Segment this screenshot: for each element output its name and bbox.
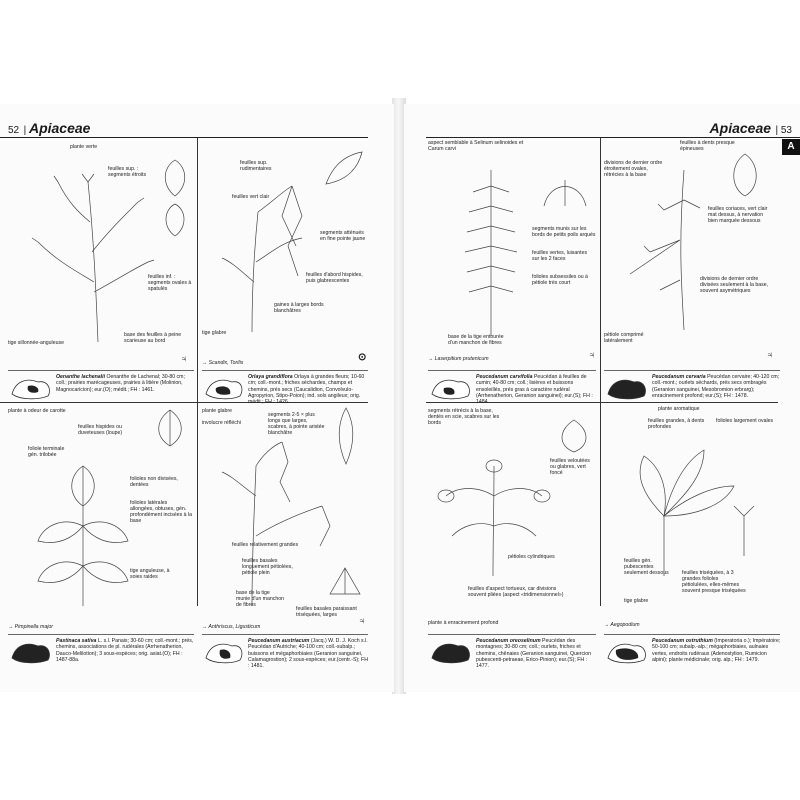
annotation: tige glabre: [624, 598, 649, 604]
distribution-map: [604, 374, 650, 404]
species-name: Orlaya grandiflora: [248, 374, 293, 380]
annotation: feuilles inf. : segments ovales à spatulés: [148, 274, 192, 292]
annotation: segments 2-5 × plus longs que larges, scabres, à pointe aristée blanchâtre: [268, 412, 325, 436]
annotation: plante aromatique: [658, 406, 700, 412]
plant-illustration: [614, 160, 714, 330]
species-description: Pastinaca sativa L. s.l. Panais; 30-60 cm; coll.-mont.; prés, chemins, associations de pl. rudérales (Arrhenatherion, Dauco-Melilotion); 3 sous-espèces; orig. asiat.(O); FH : 1487-88a.: [56, 638, 194, 663]
species-description: Peucedanum oreoselinum Peucédan des montagnes; 30-80 cm; coll.; ourlets, friches et chemins, chênaies (Geranion sanguinei, Quercion pubescenti-petraeae, Erico-Pinion); eur.(S); FH : 1477.: [476, 638, 592, 670]
header-rule: [0, 137, 368, 138]
annotation: folioles non divisées, dentées: [130, 476, 178, 488]
similar-species-reference: → Anthriscus, Ligusticum: [202, 624, 261, 630]
annotation: base de la tige entourée d'un manchon de fibres: [448, 334, 504, 346]
similar-species-reference: → Scandix, Torilis: [202, 360, 244, 366]
perennial-symbol: ♃: [766, 350, 774, 361]
species-name: Peucedanum ostruthium: [652, 638, 713, 644]
annotation: foliole terminale gén. trilobée: [28, 446, 65, 458]
column-divider: [197, 138, 198, 606]
annotation: plante verte: [70, 144, 98, 150]
annotation: folioles latérales allongées, obtuses, gén. profondément incisées à la base: [130, 500, 192, 524]
annotation: feuilles coriaces, vert clair mat dessus, à nervation bien marquée dessous: [708, 206, 768, 224]
annotation: gaines à larges bords blanchâtres: [274, 302, 324, 314]
annotation: involucre réfléchi: [202, 420, 241, 426]
leaf-detail-illustration: [158, 158, 192, 238]
annotation: segments atténués en fine pointe jaune: [320, 230, 366, 242]
annotation: tige glabre: [202, 330, 227, 336]
plant-illustration: [212, 436, 342, 606]
page-number: 52: [8, 125, 20, 136]
annotation: feuilles relativement grandes: [232, 542, 299, 548]
leaf-detail-illustration: [148, 406, 192, 450]
plant-illustration: [614, 436, 764, 576]
species-cell: [604, 406, 780, 638]
plant-illustration: [28, 162, 168, 342]
leaf-detail-illustration: [326, 406, 366, 466]
plant-illustration: [448, 166, 534, 336]
section-tab[interactable]: A: [782, 139, 800, 155]
leaf-detail-illustration: [540, 170, 590, 210]
species-cell: [428, 140, 596, 372]
annotation: plante à enracinement profond: [428, 620, 499, 626]
annotation: folioles subsessiles ou à pétiole très court: [532, 274, 588, 286]
annotation: feuilles sup. : segments étroits: [108, 166, 147, 178]
annotation: tige anguleuse, à soies raides: [130, 568, 170, 580]
family-title: Apiaceae: [709, 120, 772, 136]
distribution-map: [202, 638, 246, 668]
distribution-map: [604, 638, 650, 668]
annotation: segments munis sur les bords de petits poils arqués: [532, 226, 596, 238]
similar-species-reference: → Pimpinella major: [8, 624, 53, 630]
annotation: base de la tige munie d'un manchon de fibres: [236, 590, 284, 608]
annotation: plante à odeur de carotte: [8, 408, 66, 414]
annotation: divisions de dernier ordre étroitement ovales, rétrécies à la base: [604, 160, 663, 178]
annotation: feuilles basales longuement pétiolées, pétiole plein: [242, 558, 293, 576]
species-cell: [8, 142, 194, 374]
leaf-detail-illustration: [322, 148, 366, 188]
left-header: 52 | Apiaceae: [8, 120, 91, 136]
leaf-detail-illustration: [720, 150, 770, 200]
species-cell: [604, 140, 780, 372]
plant-illustration: [212, 182, 322, 332]
annotation: folioles largement ovales: [716, 418, 774, 424]
annual-symbol: ⊙: [358, 352, 367, 363]
plant-illustration: [28, 456, 138, 606]
species-name: Pastinaca sativa: [56, 638, 97, 644]
annotation: feuilles vertes, luisantes sur les 2 faces: [532, 250, 588, 262]
right-page: [404, 104, 800, 692]
species-description: Peucedanum cervaria Peucédan cervaire; 40-120 cm; coll.-mont.; ourlets séchards, prés secs ombragés (Geranion sanguinei, Mesobromion erbrarg); enracinement profond; eur.(S); FH : 1478.: [652, 374, 780, 399]
annotation: tige sillonnée-anguleuse: [8, 340, 64, 346]
annotation: pétioles cylindriques: [508, 554, 555, 560]
annotation: feuilles gén. pubescentes seulement dessous: [624, 558, 669, 576]
annotation: feuilles hispides ou duveteuses (loupe): [78, 424, 123, 436]
perennial-symbol: ♃: [588, 350, 596, 361]
species-name: Peucedanum austriacum: [248, 638, 310, 644]
distribution-map: [8, 638, 54, 668]
annotation: feuilles grandes, à dents profondes: [648, 418, 705, 430]
annotation: pétiole comprimé latéralement: [604, 332, 644, 344]
annotation: feuilles sup. rudimentaires: [240, 160, 272, 172]
annotation: plante glabre: [202, 408, 232, 414]
distribution-map: [428, 638, 474, 668]
annotation: feuilles veloutées ou glabres, vert foncé: [550, 458, 590, 476]
similar-species-reference: → Aegopodium: [604, 622, 640, 628]
annotation: feuilles vert clair: [232, 194, 270, 200]
right-header: Apiaceae | 53: [709, 120, 792, 136]
annotation: feuilles basales paraissant triséquées, larges: [296, 606, 357, 618]
species-name: Peucedanum oreoselinum: [476, 638, 541, 644]
left-page: [0, 104, 394, 692]
annotation: feuilles à dents presque épineuses: [680, 140, 735, 152]
annotation: segments rétrécis à la base, dentés en scie, scabres sur les bords: [428, 408, 500, 426]
leaf-detail-illustration: [552, 416, 596, 456]
similar-species-reference: → Laserpitium prutenicum: [428, 356, 489, 362]
distribution-map: [8, 374, 54, 404]
family-title: Apiaceae: [28, 120, 91, 136]
basal-leaf-detail-illustration: [328, 566, 362, 596]
perennial-symbol: ♃: [358, 616, 366, 627]
species-description: Peucedanum ostruthium (Imperatoria o.); Impératoire; 50-100 cm; subalp.-alp.; mégaphorbiaies, aulnaies vertes, endroits rudéraux (Adenostylion, Rumicion alpini); plante médicinale; orig. alp.; FH : 1479.: [652, 638, 781, 663]
annotation: feuilles d'aspect tortueux, car divisions souvent pliées (aspect «tridimensionnel»): [468, 586, 564, 598]
annotation: base des feuilles à peine scarieuse au bord: [124, 332, 182, 344]
header-rule: [426, 137, 800, 138]
annotation: feuilles d'abord hispides, puis glabrescentes: [306, 272, 363, 284]
page-number: 53: [780, 125, 792, 136]
species-description: Peucedanum carvifolia Peucédan à feuilles de cumin; 40-80 cm; coll.; lisières et buissons ensoleillés, prés gras à caractère rudéral (Arrhenatherion, Geranion sanguinei); eur.(S); FH : 1484.: [476, 374, 593, 406]
species-cell: [202, 406, 368, 638]
species-name: Oenanthe lachenalii: [56, 374, 106, 380]
annotation: divisions de dernier ordre divisées seulement à la base, souvent asymétriques: [700, 276, 769, 294]
annotation: feuilles triséquées, à 3 grandes folioles pétiolulées, elles-mêmes souvent presque triséquées: [682, 570, 746, 594]
species-cell: [428, 406, 596, 638]
distribution-map: [202, 374, 246, 404]
species-cell: [8, 406, 194, 638]
plant-illustration: [438, 456, 548, 576]
species-name: Peucedanum carvifolia: [476, 374, 533, 380]
species-description: Oenanthe lachenalii Oenanthe de Lachenal; 30-80 cm; coll.; prairies marécageuses, prairies à litière (Molinion, Magnocaricion); eur.(O); médit.; FH : 1461.: [56, 374, 185, 393]
annotation: aspect semblable à Selinum selinoides et Carum carvi: [428, 140, 524, 152]
species-description: Orlaya grandiflora Orlaya à grandes fleurs; 10-60 cm; coll.-mont.; friches séchardes, champs et chemins, prés secs (Caucalidion, Convolvulo-Agropyrion, Stipo-Poion); ind. sols angileux; orig. médit.; FH : 1426.: [248, 374, 365, 406]
distribution-map: [428, 374, 474, 404]
species-name: Peucedanum cervaria: [652, 374, 706, 380]
species-cell: [202, 142, 368, 374]
species-description: Peucedanum austriacum (Jacq.) W. D. J. Koch s.l. Peucédan d'Autriche; 40-100 cm; coll.-subalp.; buissons et mégaphorbiaies (Geranion sanguinei, Calamagrostion); 2 sous-espèces; eur.(centr.-S); FH : 1481.: [248, 638, 368, 670]
perennial-symbol: ♃: [180, 354, 188, 365]
column-divider: [600, 138, 601, 606]
